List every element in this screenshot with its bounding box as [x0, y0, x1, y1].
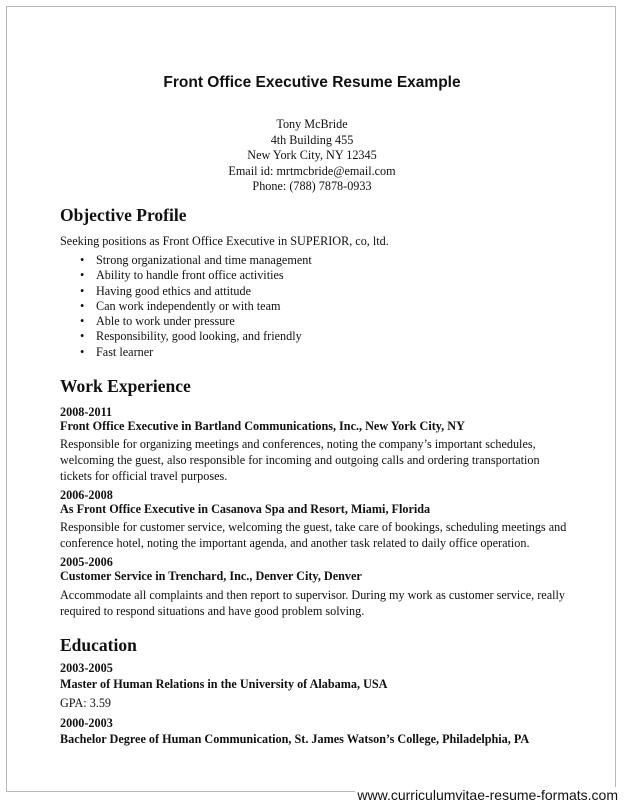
contact-block [0, 117, 624, 195]
education-heading: Education [60, 635, 137, 655]
contact-name: Tony McBride [276, 117, 348, 131]
bullet-icon: • [80, 283, 85, 298]
job-1-role: Front Office Executive in Bartland Communications, Inc., New York City, NY [60, 419, 465, 433]
objective-heading: Objective Profile [60, 205, 187, 225]
job-1-description-line-3: tickets for official travel purposes. [60, 468, 228, 483]
bullet-text: Able to work under pressure [96, 314, 235, 329]
job-3-description [60, 588, 565, 620]
job-3-years: 2005-2006 [60, 555, 113, 569]
contact-address-line-2: New York City, NY 12345 [247, 148, 377, 162]
contact-email: Email id: mrtmcbride@email.com [228, 163, 396, 178]
list-item [60, 299, 312, 314]
list-item [60, 284, 312, 299]
job-1-description-line-1: Responsible for organizing meetings and conferences, noting the company’s important schedules, [60, 437, 536, 451]
education-2-degree: Bachelor Degree of Human Communication, St. James Watson’s College, Philadelphia, PA [60, 732, 530, 746]
bullet-text: Fast learner [96, 344, 154, 359]
bullet-text: Ability to handle front office activities [96, 268, 284, 283]
bullet-text: Responsibility, good looking, and friendly [96, 329, 302, 344]
bullet-icon: • [80, 344, 85, 359]
objective-statement: Seeking positions as Front Office Executive in SUPERIOR, co, ltd. [60, 234, 389, 248]
list-item [60, 345, 312, 360]
list-item [60, 314, 312, 329]
job-2-description-line-2: conference hotel, noting the important agenda, and another task related to daily office operation. [60, 535, 530, 550]
job-3-description-line-1: Accommodate all complaints and then report to supervisor. During my work as customer service, really [60, 588, 565, 602]
job-1-years: 2008-2011 [60, 405, 113, 419]
job-3-description-line-2: required to respond situations and have good problem solving. [60, 603, 365, 618]
footer-website: www.curriculumvitae-resume-formats.com [357, 787, 618, 803]
resume-title: Front Office Executive Resume Example [163, 74, 461, 91]
work-heading: Work Experience [60, 376, 191, 396]
bullet-icon: • [80, 253, 85, 267]
bullet-icon: • [80, 329, 85, 344]
objective-bullet-list [60, 253, 312, 360]
bullet-text: Can work independently or with team [96, 298, 281, 313]
bullet-icon: • [80, 298, 85, 313]
education-1-gpa: GPA: 3.59 [60, 696, 112, 710]
list-item [60, 329, 312, 344]
bullet-text: Having good ethics and attitude [96, 283, 252, 298]
job-2-years: 2006-2008 [60, 488, 113, 502]
list-item [60, 268, 312, 283]
contact-address-line-1: 4th Building 455 [270, 132, 354, 147]
education-2-years: 2000-2003 [60, 716, 113, 730]
job-2-description [60, 520, 566, 552]
job-2-description-line-1: Responsible for customer service, welcoming the guest, take care of bookings, scheduling meetings and [60, 520, 567, 534]
education-1-degree: Master of Human Relations in the University of Alabama, USA [60, 677, 388, 691]
bullet-icon: • [80, 268, 85, 283]
job-2-role: As Front Office Executive in Casanova Spa and Resort, Miami, Florida [60, 502, 431, 516]
bullet-text: Strong organizational and time management [96, 253, 312, 267]
bullet-icon: • [80, 314, 85, 329]
list-item [60, 253, 312, 268]
contact-phone: Phone: (788) 7878-0933 [252, 179, 372, 193]
job-1-description [60, 437, 540, 484]
education-1-years: 2003-2005 [60, 661, 113, 675]
job-1-description-line-2: welcoming the guest, also responsible for incoming and outgoing calls and ordering transportation [60, 452, 540, 467]
job-3-role: Customer Service in Trenchard, Inc., Denver City, Denver [60, 569, 362, 583]
